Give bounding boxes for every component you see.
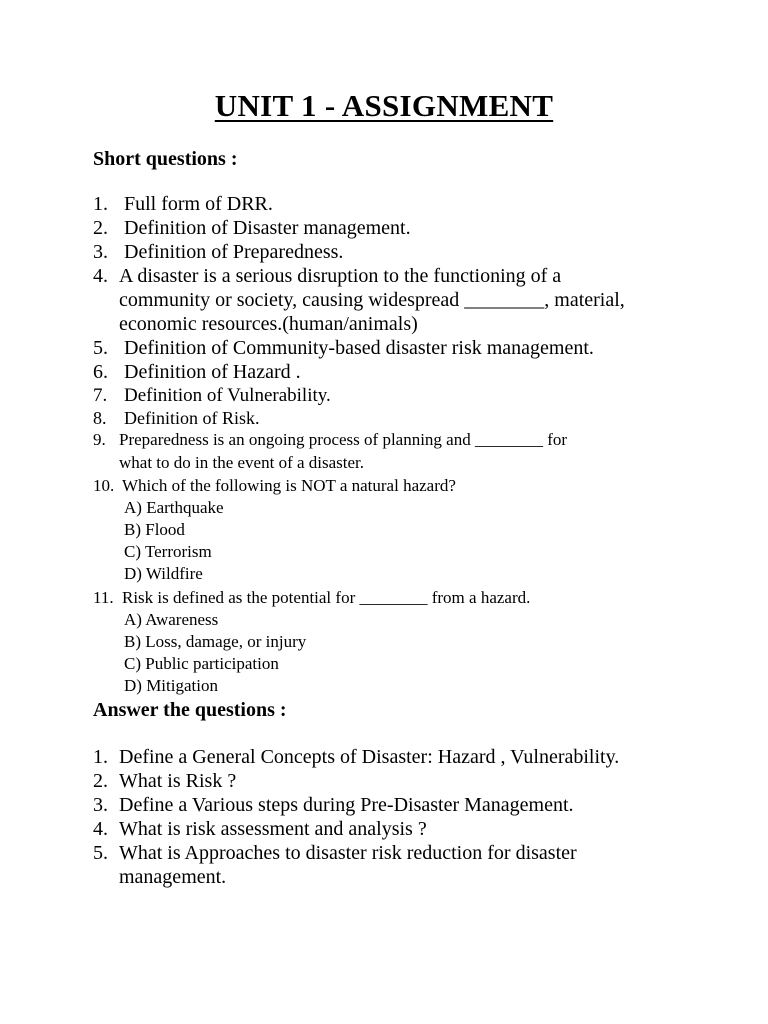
question-text: Definition of Vulnerability. — [124, 385, 331, 406]
question-text: economic resources.(human/animals) — [119, 313, 418, 335]
short-questions-heading: Short questions : — [93, 148, 238, 170]
question-text: community or society, causing widespread ________, material, — [119, 289, 625, 311]
answer-option: B) Loss, damage, or injury — [124, 632, 307, 651]
answer-option: C) Public participation — [124, 654, 279, 673]
question-text: Risk is defined as the potential for ________ from a hazard. — [122, 588, 531, 607]
question-text: A disaster is a serious disruption to the functioning of a — [119, 265, 562, 287]
question-number: 9. — [93, 430, 106, 449]
question-text: management. — [119, 866, 227, 888]
question-text: What is Approaches to disaster risk reduction for disaster — [119, 842, 577, 864]
question-text: Definition of Community-based disaster risk management. — [124, 337, 594, 359]
question-number: 11. — [93, 588, 114, 607]
question-number: 1. — [93, 746, 108, 768]
question-number: 2. — [93, 217, 108, 239]
question-number: 1. — [93, 193, 108, 215]
question-text: Define a General Concepts of Disaster: Hazard , Vulnerability. — [119, 746, 620, 768]
question-number: 4. — [93, 818, 108, 840]
question-number: 8. — [93, 408, 107, 428]
question-text: What is Risk ? — [119, 770, 237, 792]
question-text: Full form of DRR. — [124, 193, 273, 215]
question-text: what to do in the event of a disaster. — [119, 453, 365, 472]
answer-option: C) Terrorism — [124, 542, 212, 561]
question-text: Definition of Preparedness. — [124, 241, 344, 263]
page-title: UNIT 1 - ASSIGNMENT — [214, 88, 554, 123]
question-number: 5. — [93, 337, 108, 359]
answer-questions-heading: Answer the questions : — [93, 699, 287, 721]
question-number: 2. — [93, 770, 108, 792]
answer-option: D) Mitigation — [124, 676, 218, 695]
question-text: Define a Various steps during Pre-Disaster Management. — [119, 794, 574, 816]
question-text: Definition of Risk. — [124, 408, 260, 428]
question-number: 3. — [93, 241, 108, 263]
question-text: What is risk assessment and analysis ? — [119, 818, 427, 840]
question-text: Definition of Disaster management. — [124, 217, 411, 239]
answer-option: A) Earthquake — [124, 498, 224, 517]
answer-option: D) Wildfire — [124, 564, 203, 583]
question-number: 5. — [93, 842, 108, 864]
question-number: 6. — [93, 361, 108, 383]
question-number: 7. — [93, 385, 108, 406]
question-number: 4. — [93, 265, 108, 287]
answer-option: B) Flood — [124, 520, 185, 539]
question-text: Preparedness is an ongoing process of planning and ________ for — [119, 430, 568, 449]
question-text: Which of the following is NOT a natural hazard? — [122, 476, 456, 495]
question-number: 10. — [93, 476, 115, 495]
question-number: 3. — [93, 794, 108, 816]
answer-option: A) Awareness — [124, 610, 219, 629]
question-text: Definition of Hazard . — [124, 361, 301, 383]
